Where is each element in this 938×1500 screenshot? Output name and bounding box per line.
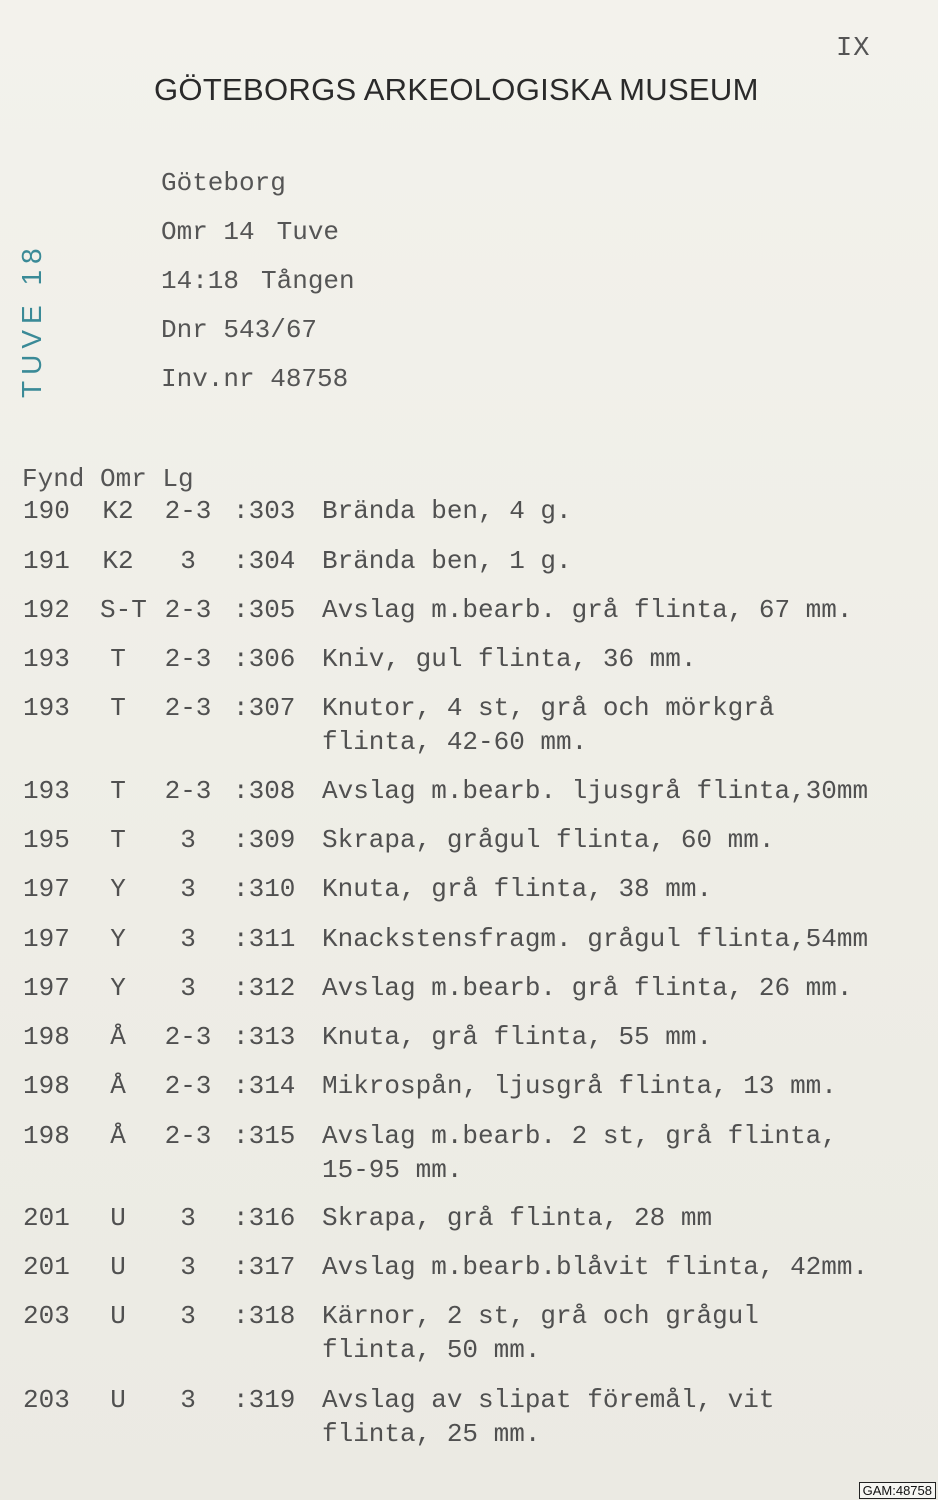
fynd-cell: 198 (23, 1022, 70, 1052)
omr-cell: Y (110, 973, 126, 1003)
description-continuation: flinta, 50 mm. (322, 1335, 541, 1365)
fynd-cell: 195 (23, 825, 70, 855)
lg-cell: 2-3 (164, 1071, 212, 1101)
description-cell: Avslag m.bearb. 2 st, grå flinta, (322, 1121, 837, 1151)
lg-cell: 2-3 (164, 496, 212, 526)
lg-cell: 3 (180, 924, 196, 954)
info-dnr: Dnr 543/67 (161, 315, 318, 345)
description-cell: Skrapa, grågul flinta, 60 mm. (322, 825, 775, 855)
lg-cell: 2-3 (164, 693, 212, 723)
lg-cell: 3 (180, 1301, 196, 1331)
omr-cell: T (110, 693, 126, 723)
number-cell: :313 (233, 1022, 296, 1052)
lg-cell: 3 (180, 1385, 196, 1415)
lg-cell: 2-3 (164, 1121, 212, 1151)
number-cell: :318 (233, 1301, 296, 1331)
number-cell: :319 (233, 1385, 296, 1415)
lg-cell: 2-3 (164, 644, 212, 674)
omr-cell: Y (110, 874, 126, 904)
omr-cell: K2 (102, 546, 134, 576)
number-cell: :303 (233, 496, 296, 526)
omr-cell: T (110, 776, 126, 806)
description-continuation: 15-95 mm. (322, 1155, 463, 1185)
number-cell: :311 (233, 924, 296, 954)
column-header: Fynd Omr Lg (22, 464, 194, 494)
description-cell: Avslag m.bearb.blåvit flinta, 42mm. (322, 1252, 869, 1282)
number-cell: :304 (233, 546, 296, 576)
fynd-cell: 193 (23, 693, 70, 723)
table-row (0, 1252, 938, 1286)
description-cell: Avslag m.bearb. grå flinta, 26 mm. (322, 973, 853, 1003)
table-row (0, 924, 938, 958)
description-cell: Skrapa, grå flinta, 28 mm (322, 1203, 713, 1233)
lg-cell: 2-3 (164, 595, 212, 625)
info-omr (161, 217, 339, 247)
number-cell: :309 (233, 825, 296, 855)
info-omr-place: Tuve (276, 217, 340, 247)
table-row (0, 1121, 938, 1155)
description-cell: Knuta, grå flinta, 38 mm. (322, 874, 713, 904)
lg-cell: 3 (180, 973, 196, 1003)
table-row (0, 825, 938, 859)
description-cell: Knackstensfragm. grågul flinta,54mm (322, 924, 869, 954)
table-row (0, 644, 938, 678)
description-cell: Kniv, gul flinta, 36 mm. (322, 644, 697, 674)
omr-cell: Y (110, 924, 126, 954)
description-cell: Avslag m.bearb. grå flinta, 67 mm. (322, 595, 853, 625)
info-city: Göteborg (161, 168, 286, 198)
description-cell: Brända ben, 1 g. (322, 546, 572, 576)
omr-cell: Å (110, 1121, 126, 1151)
description-cell: Brända ben, 4 g. (322, 496, 572, 526)
description-cell: Mikrospån, ljusgrå flinta, 13 mm. (322, 1071, 837, 1101)
description-cell: Avslag av slipat föremål, vit (322, 1385, 775, 1415)
table-row (0, 776, 938, 810)
info-site (161, 266, 355, 296)
site-stamp: TUVE 18 (16, 242, 47, 398)
omr-cell: U (110, 1252, 126, 1282)
omr-cell: T (110, 644, 126, 674)
fynd-cell: 203 (23, 1301, 70, 1331)
table-row (0, 874, 938, 908)
omr-cell: T (110, 825, 126, 855)
number-cell: :312 (233, 973, 296, 1003)
table-row (0, 1301, 938, 1335)
number-cell: :306 (233, 644, 296, 674)
lg-cell: 3 (180, 1203, 196, 1233)
fynd-cell: 192 (23, 595, 70, 625)
omr-cell: U (110, 1301, 126, 1331)
table-row (0, 973, 938, 1007)
table-row (0, 496, 938, 530)
omr-cell: S-T (100, 595, 147, 625)
table-row (0, 1022, 938, 1056)
fynd-cell: 190 (23, 496, 70, 526)
description-cell: Knutor, 4 st, grå och mörkgrå (322, 693, 775, 723)
fynd-cell: 193 (23, 644, 70, 674)
omr-cell: Å (110, 1022, 126, 1052)
omr-cell: K2 (102, 496, 134, 526)
description-cell: Avslag m.bearb. ljusgrå flinta,30mm (322, 776, 869, 806)
description-cell: Kärnor, 2 st, grå och grågul (322, 1301, 759, 1331)
fynd-cell: 191 (23, 546, 70, 576)
number-cell: :308 (233, 776, 296, 806)
omr-cell: U (110, 1385, 126, 1415)
number-cell: :310 (233, 874, 296, 904)
number-cell: :307 (233, 693, 296, 723)
lg-cell: 3 (180, 825, 196, 855)
card-number: IX (836, 34, 871, 64)
omr-cell: Å (110, 1071, 126, 1101)
description-cell: Knuta, grå flinta, 55 mm. (322, 1022, 713, 1052)
number-cell: :317 (233, 1252, 296, 1282)
lg-cell: 3 (180, 874, 196, 904)
fynd-cell: 198 (23, 1121, 70, 1151)
table-row (0, 546, 938, 580)
fynd-cell: 201 (23, 1203, 70, 1233)
number-cell: :315 (233, 1121, 296, 1151)
number-cell: :305 (233, 595, 296, 625)
table-row (0, 1071, 938, 1105)
table-row (0, 693, 938, 727)
omr-cell: U (110, 1203, 126, 1233)
info-inv: Inv.nr 48758 (161, 364, 349, 394)
fynd-cell: 193 (23, 776, 70, 806)
description-continuation: flinta, 42-60 mm. (322, 727, 588, 757)
table-row (0, 595, 938, 629)
number-cell: :314 (233, 1071, 296, 1101)
info-site-name: Tången (261, 266, 355, 296)
museum-header: GÖTEBORGS ARKEOLOGISKA MUSEUM (154, 72, 759, 107)
info-site-code: 14:18 (161, 266, 240, 296)
lg-cell: 3 (180, 1252, 196, 1282)
fynd-cell: 201 (23, 1252, 70, 1282)
fynd-cell: 198 (23, 1071, 70, 1101)
lg-cell: 2-3 (164, 1022, 212, 1052)
archive-id: GAM:48758 (859, 1482, 936, 1499)
table-row (0, 1385, 938, 1419)
number-cell: :316 (233, 1203, 296, 1233)
lg-cell: 2-3 (164, 776, 212, 806)
fynd-cell: 203 (23, 1385, 70, 1415)
fynd-cell: 197 (23, 924, 70, 954)
info-omr-label: Omr 14 (161, 217, 255, 247)
description-continuation: flinta, 25 mm. (322, 1419, 541, 1449)
lg-cell: 3 (180, 546, 196, 576)
fynd-cell: 197 (23, 874, 70, 904)
fynd-cell: 197 (23, 973, 70, 1003)
table-row (0, 1203, 938, 1237)
